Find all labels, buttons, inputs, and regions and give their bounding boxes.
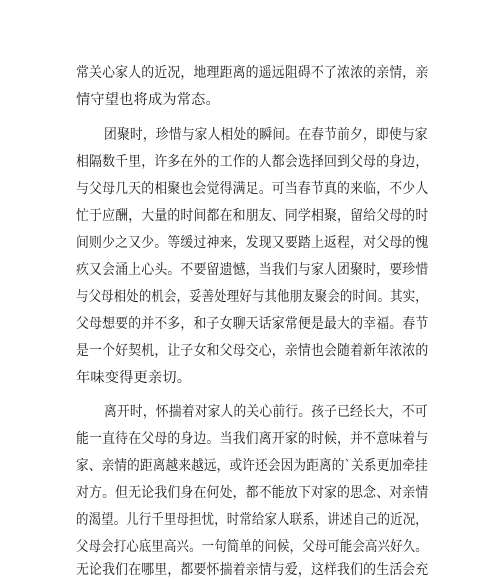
text-line: 父母想要的并不多，和子女聊天话家常便是最大的幸福。春节 bbox=[76, 316, 429, 332]
text-line: 忙于应酬，大量的时间都在和朋友、同学相聚，留给父母的时 bbox=[76, 208, 429, 224]
text-line: 能一直待在父母的身边。当我们离开家的时候，并不意味着与 bbox=[76, 431, 429, 447]
text-line: 家、亲情的距离越来越远，或许还会因为距离的`关系更加牵挂 bbox=[76, 458, 428, 474]
text-line: 常关心家人的近况，地理距离的遥远阻碍不了浓浓的亲情，亲 bbox=[76, 65, 429, 81]
text-line: 与父母几天的相聚也会觉得满足。可当春节真的来临，不少人 bbox=[76, 181, 429, 197]
text-line: 与父母相处的机会，妥善处理好与其他朋友聚会的时间。其实， bbox=[76, 289, 428, 305]
text-line: 团聚时，珍惜与家人相处的瞬间。在春节前夕，即使与家 bbox=[104, 127, 428, 143]
text-line: 年味变得更亲切。 bbox=[76, 370, 192, 386]
text-line: 的渴望。儿行千里母担忧，时常给家人联系，讲述自己的近况， bbox=[76, 512, 428, 528]
text-line: 父母会打心底里高兴。一句简单的问候，父母可能会高兴好久。 bbox=[76, 539, 428, 555]
text-line: 无论我们在哪里，都要怀揣着亲情与爱，这样我们的生活会充 bbox=[76, 562, 429, 578]
text-line: 是一个好契机，让子女和父母交心，亲情也会随着新年浓浓的 bbox=[76, 343, 429, 359]
text-line: 相隔数千里，许多在外的工作的人都会选择回到父母的身边， bbox=[76, 154, 429, 170]
text-line: 间则少之又少。等缓过神来，发现又要踏上返程，对父母的愧 bbox=[76, 235, 429, 251]
text-line: 情守望也将成为常态。 bbox=[76, 92, 220, 108]
text-line: 离开时，怀揣着对家人的关心前行。孩子已经长大，不可 bbox=[104, 404, 428, 420]
text-line: 对方。但无论我们身在何处，都不能放下对家的思念、对亲情 bbox=[76, 485, 429, 501]
text-line: 疚又会涌上心头。不要留遗憾，当我们与家人团聚时，要珍惜 bbox=[76, 262, 429, 278]
